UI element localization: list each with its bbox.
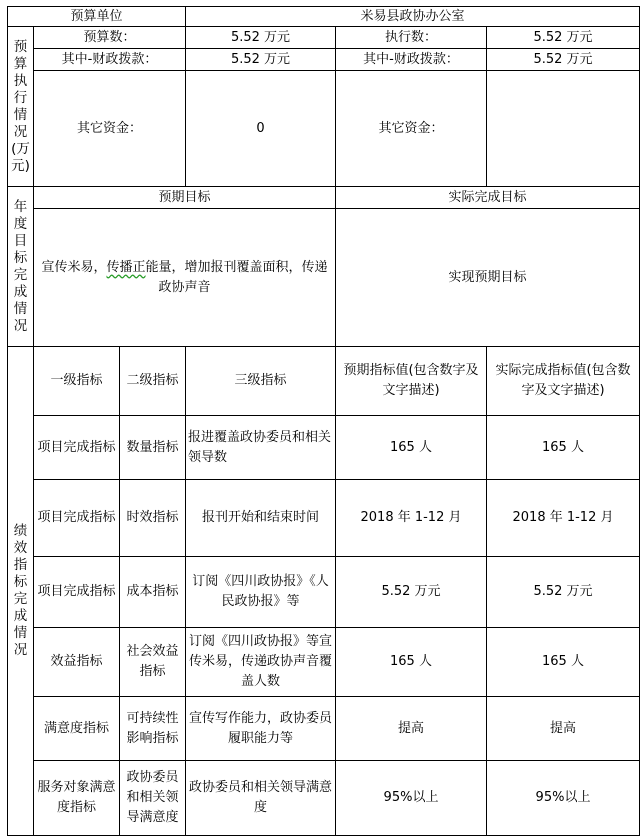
expected-goal-text-a: 宣传米易， (41, 259, 107, 275)
other-value-1: 0 (185, 70, 336, 187)
unit-label: 预算单位 (7, 6, 186, 27)
header-level2: 二级指标 (119, 346, 186, 416)
exec-amount-label: 执行数： (335, 26, 487, 49)
row4-level1: 效益指标 (33, 627, 120, 697)
row5-level3-text: 宣传写作能力，政协委员履职能力等 (188, 710, 332, 746)
annual-section-label: 年度目标完成情况 (7, 186, 34, 347)
row3-level1: 项目完成指标 (33, 556, 120, 628)
row3-actual: 5.52 万元 (486, 556, 640, 628)
exec-amount-value: 5.52 万元 (486, 26, 640, 49)
row6-level3: 政协委员和相关领导满意度 (185, 760, 336, 836)
header-level3: 三级指标 (185, 346, 336, 416)
row5-level3 (185, 696, 336, 761)
actual-goal-header: 实际完成目标 (335, 186, 640, 209)
row2-level2: 时效指标 (119, 479, 186, 557)
row4-expected: 165 人 (335, 627, 487, 697)
row5-expected: 提高 (335, 696, 487, 761)
row1-actual: 165 人 (486, 415, 640, 480)
budget-amount-label: 预算数： (33, 26, 186, 49)
header-expected: 预期指标值(包含数字及文字描述) (335, 346, 487, 416)
row4-actual: 165 人 (486, 627, 640, 697)
row3-expected: 5.52 万元 (335, 556, 487, 628)
other-label-1: 其它资金： (33, 70, 186, 187)
row6-level2: 政协委员和相关领导满意度 (119, 760, 186, 836)
expected-goal-text (33, 208, 336, 347)
other-value-2 (486, 70, 640, 187)
expected-goal-text-c: 能量，增加报刊覆盖面积，传递政协声音 (145, 259, 328, 295)
row6-level1: 服务对象满意度指标 (33, 760, 120, 836)
row4-level2: 社会效益指标 (119, 627, 186, 697)
row1-level3: 报进覆盖政协委员和相关领导数 (185, 415, 336, 480)
budget-section-label: 预算执行情况(万元) (7, 26, 34, 187)
expected-goal-text-b: 传播正 (106, 259, 146, 275)
header-actual: 实际完成指标值(包含数字及文字描述) (486, 346, 640, 416)
fiscal-label-2: 其中-财政拨款： (335, 48, 487, 71)
row1-level1: 项目完成指标 (33, 415, 120, 480)
budget-amount-value: 5.52 万元 (185, 26, 336, 49)
row3-level2: 成本指标 (119, 556, 186, 628)
fiscal-value-2: 5.52 万元 (486, 48, 640, 71)
row5-level1: 满意度指标 (33, 696, 120, 761)
expected-goal-header: 预期目标 (33, 186, 336, 209)
row1-expected: 165 人 (335, 415, 487, 480)
row5-level2: 可持续性影响指标 (119, 696, 186, 761)
row6-actual: 95%以上 (486, 760, 640, 836)
row2-expected: 2018 年 1-12 月 (335, 479, 487, 557)
row2-actual: 2018 年 1-12 月 (486, 479, 640, 557)
row6-expected: 95%以上 (335, 760, 487, 836)
row2-level3: 报刊开始和结束时间 (185, 479, 336, 557)
fiscal-label-1: 其中-财政拨款： (33, 48, 186, 71)
row4-level3: 订阅《四川政协报》等宣传米易，传递政协声音覆盖人数 (185, 627, 336, 697)
row5-actual: 提高 (486, 696, 640, 761)
actual-goal-text: 实现预期目标 (335, 208, 640, 347)
row1-level2: 数量指标 (119, 415, 186, 480)
row3-level3: 订阅《四川政协报》《人民政协报》等 (185, 556, 336, 628)
other-label-2: 其它资金： (335, 70, 487, 187)
fiscal-value-1: 5.52 万元 (185, 48, 336, 71)
row2-level1: 项目完成指标 (33, 479, 120, 557)
performance-section-label: 绩效指标完成情况 (7, 346, 34, 836)
header-level1: 一级指标 (33, 346, 120, 416)
unit-value: 米易县政协办公室 (185, 6, 640, 27)
